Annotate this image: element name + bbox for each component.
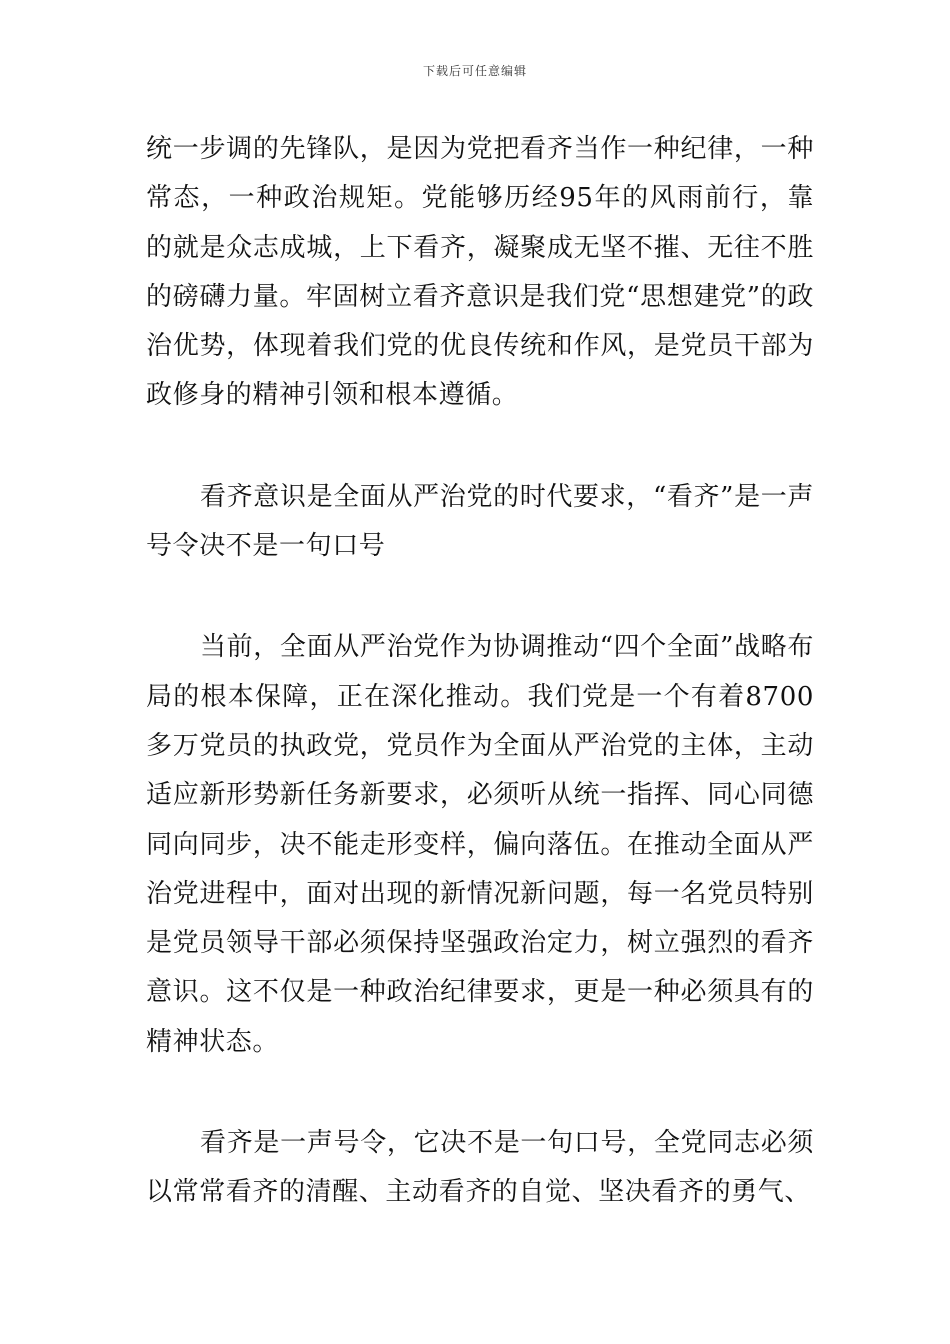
paragraph-body: 看齐是一声号令，它决不是一句口号，全党同志必须以常常看齐的清醒、主动看齐的自觉、坚决看齐的勇气、 xyxy=(146,1128,814,1208)
page-header: 下载后可任意编辑 xyxy=(422,64,527,78)
paragraph-continuation: 统一步调的先锋队，是因为党把看齐当作一种纪律，一种常态，一种政治规矩。党能够历经95年的风雨前行，靠的就是众志成城，上下看齐，凝聚成无坚不摧、无往不胜的磅礴力量。牢固树立看齐意识是我们党“思想建党”的政治优势，体现着我们党的优良传统和作风，是党员干部为政修身的精神引领和根本遵循。 xyxy=(146,134,814,411)
paragraph-section-heading: 看齐意识是全面从严治党的时代要求，“看齐”是一声号令决不是一句口号 xyxy=(146,481,814,562)
document-body xyxy=(146,125,814,1218)
paragraph-body: 当前，全面从严治党作为协调推动“四个全面”战略布局的根本保障，正在深化推动。我们党是一个有着8700多万党员的执政党，党员作为全面从严治党的主体，主动适应新形势新任务新要求，必须听从统一指挥、同心同德同向同步，决不能走形变样，偏向落伍。在推动全面从严治党进程中，面对出现的新情况新问题，每一名党员特别是党员领导干部必须保持坚强政治定力，树立强烈的看齐意识。这不仅是一种政治纪律要求，更是一种必须具有的精神状态。 xyxy=(146,632,814,1057)
